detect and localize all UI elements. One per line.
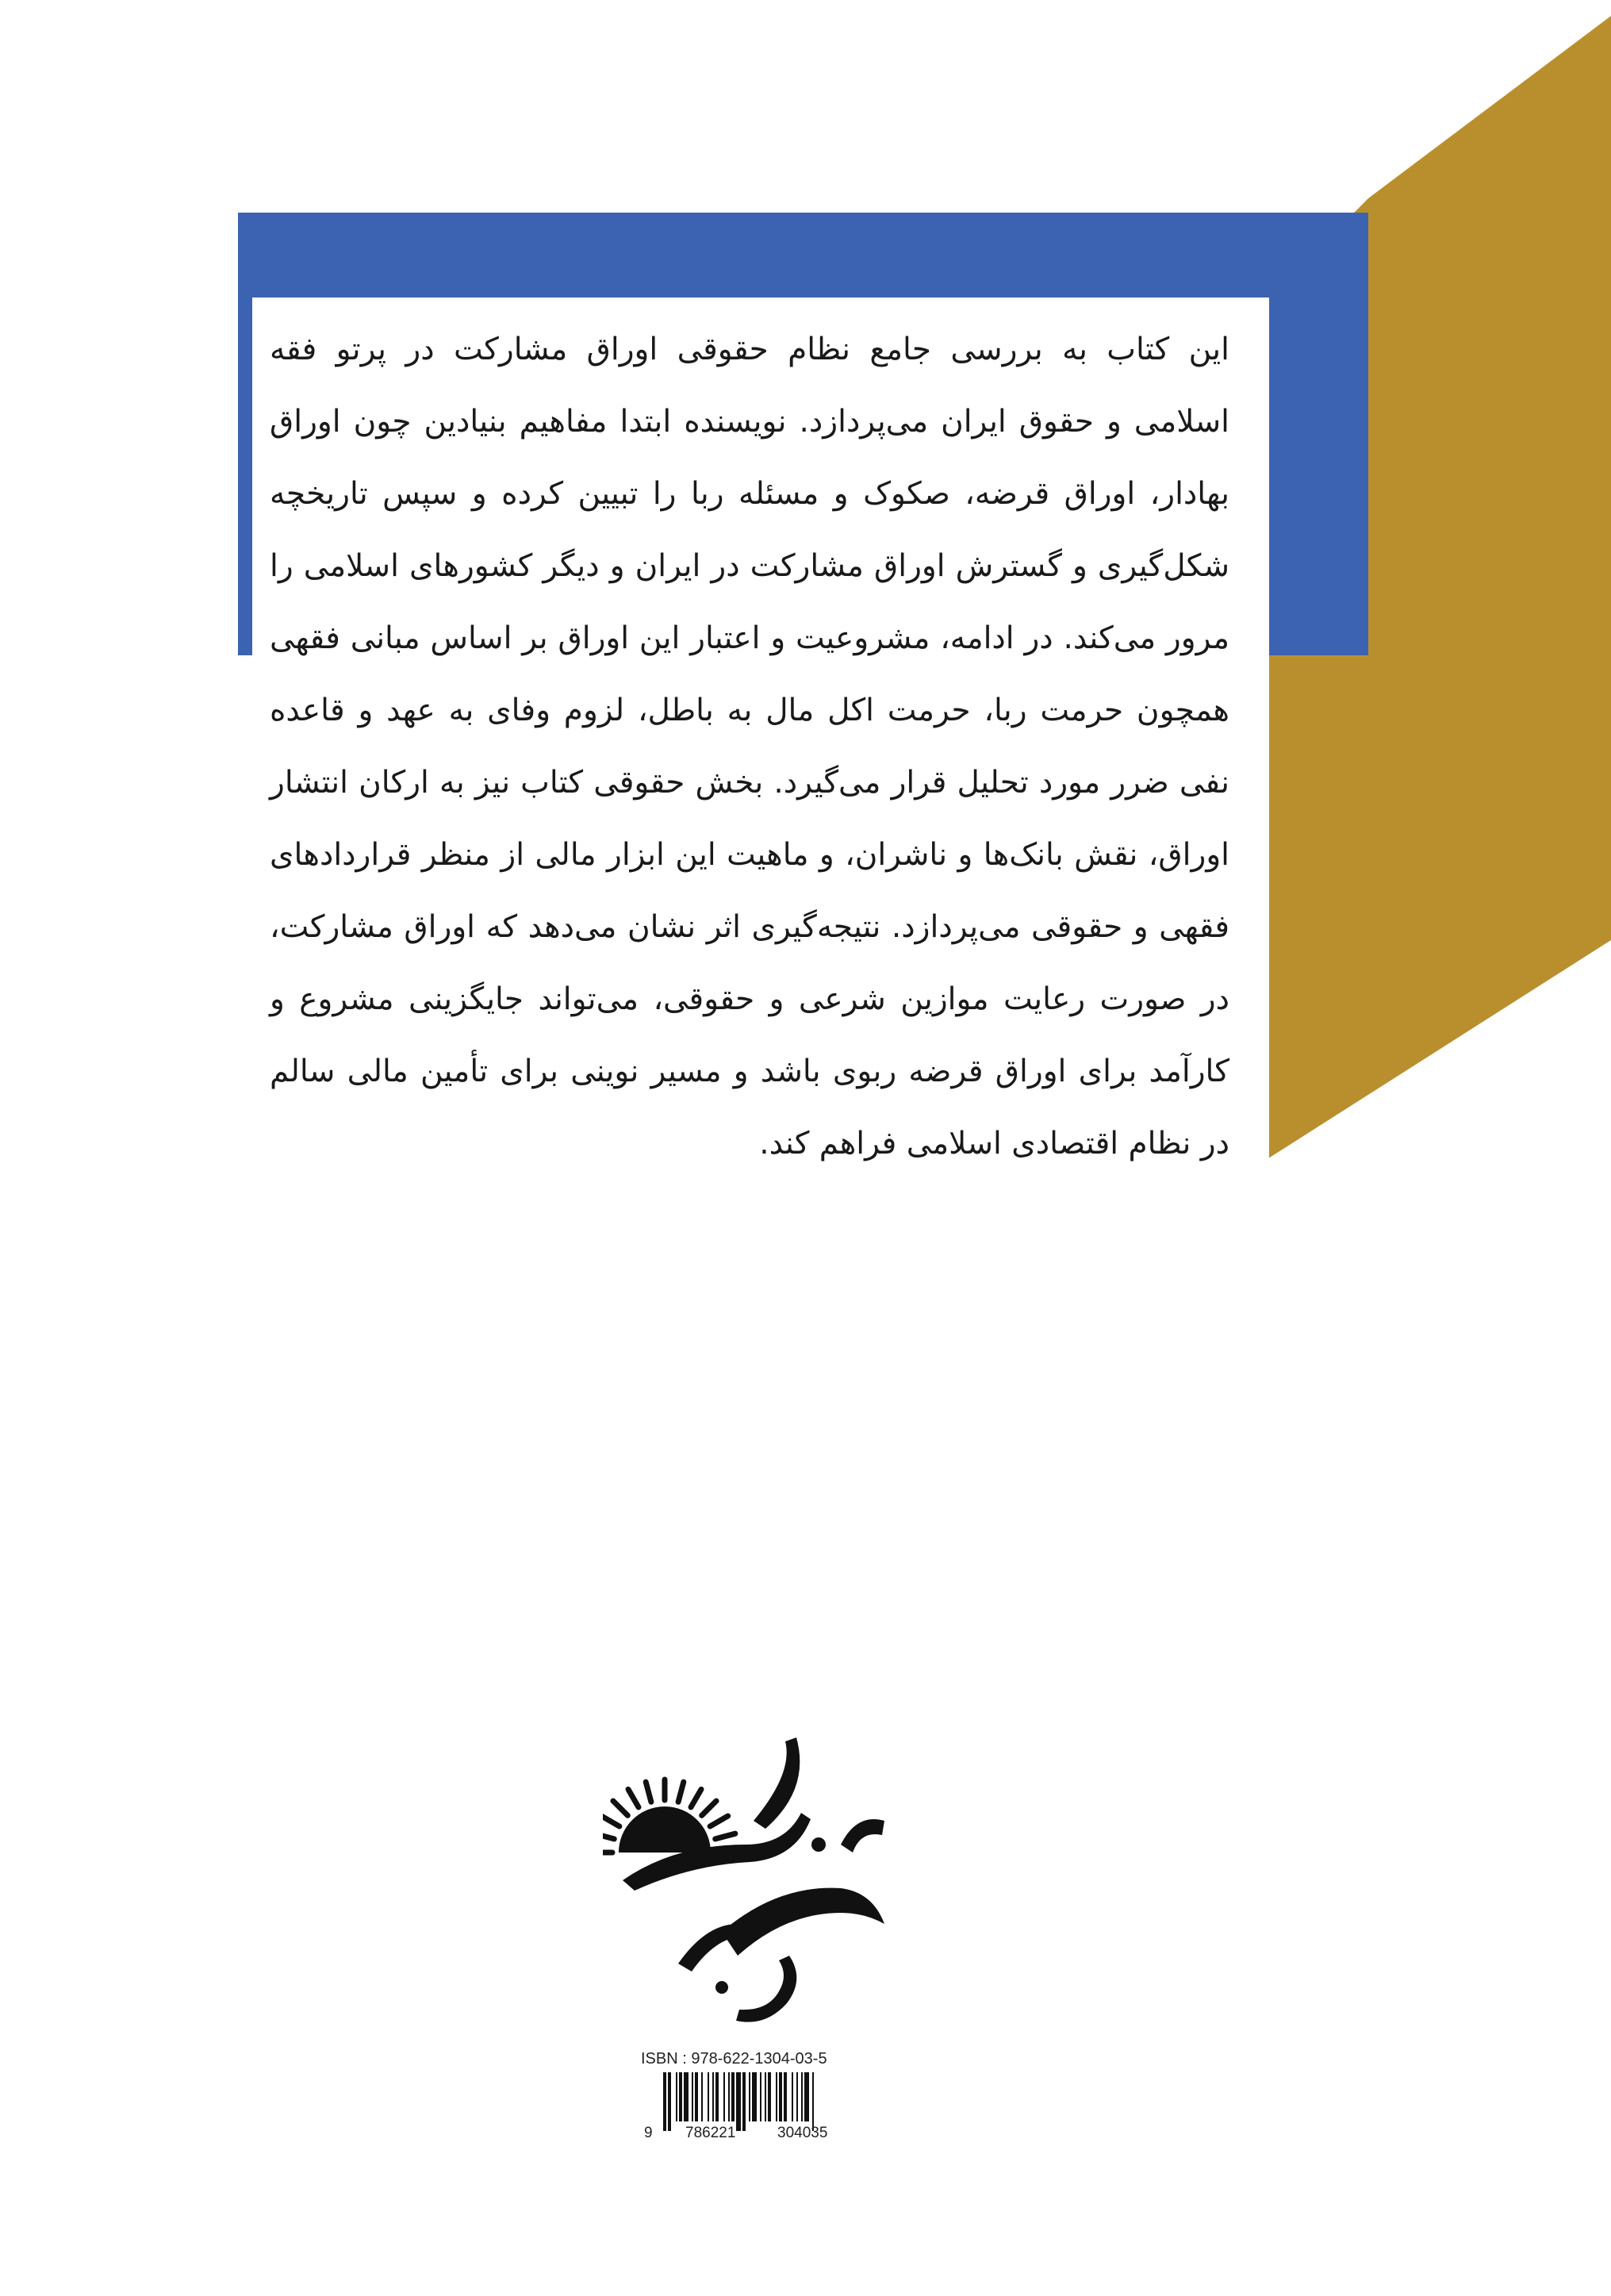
barcode-left-digits: 786221 [685, 2125, 736, 2141]
back-cover-blurb: این کتاب به بررسی جامع نظام حقوقی اوراق مشارکت در پرتو فقه اسلامی و حقوق ایران می‌پردازد. نویسنده ابتدا مفاهیم بنیادین چون اوراق بهادار، اوراق قرضه، صکوک و مسئله ربا را تبیین کرده و سپس تاریخچه شکل‌گیری و گسترش اوراق مشارکت در ایران و دیگر کشورهای اسلامی را مرور می‌کند. در ادامه، مشروعیت و اعتبار این اوراق بر اساس مبانی فقهی همچون حرمت ربا، حرمت اکل مال به باطل، لزوم وفای به عهد و قاعده نفی ضرر مورد تحلیل قرار می‌گیرد. بخش حقوقی کتاب نیز به ارکان انتشار اوراق، نقش بانک‌ها و ناشران، و ماهیت این ابزار مالی از منظر قراردادهای فقهی و حقوقی می‌پردازد. نتیجه‌گیری اثر نشان می‌دهد که اوراق مشارکت، در صورت رعایت موازین شرعی و حقوقی، می‌تواند جایگزینی مشروع و کارآمد برای اوراق قرضه ربوی باشد و مسیر نوینی برای تأمین مالی سالم در نظام اقتصادی اسلامی فراهم کند. [270, 332, 1229, 1161]
isbn-label: ISBN : 978-622-1304-03-5 [641, 2050, 827, 2068]
barcode-lead-digit: 9 [644, 2125, 653, 2141]
barcode-right-digits: 304035 [777, 2125, 828, 2141]
publisher-logo-icon [603, 1726, 896, 2035]
